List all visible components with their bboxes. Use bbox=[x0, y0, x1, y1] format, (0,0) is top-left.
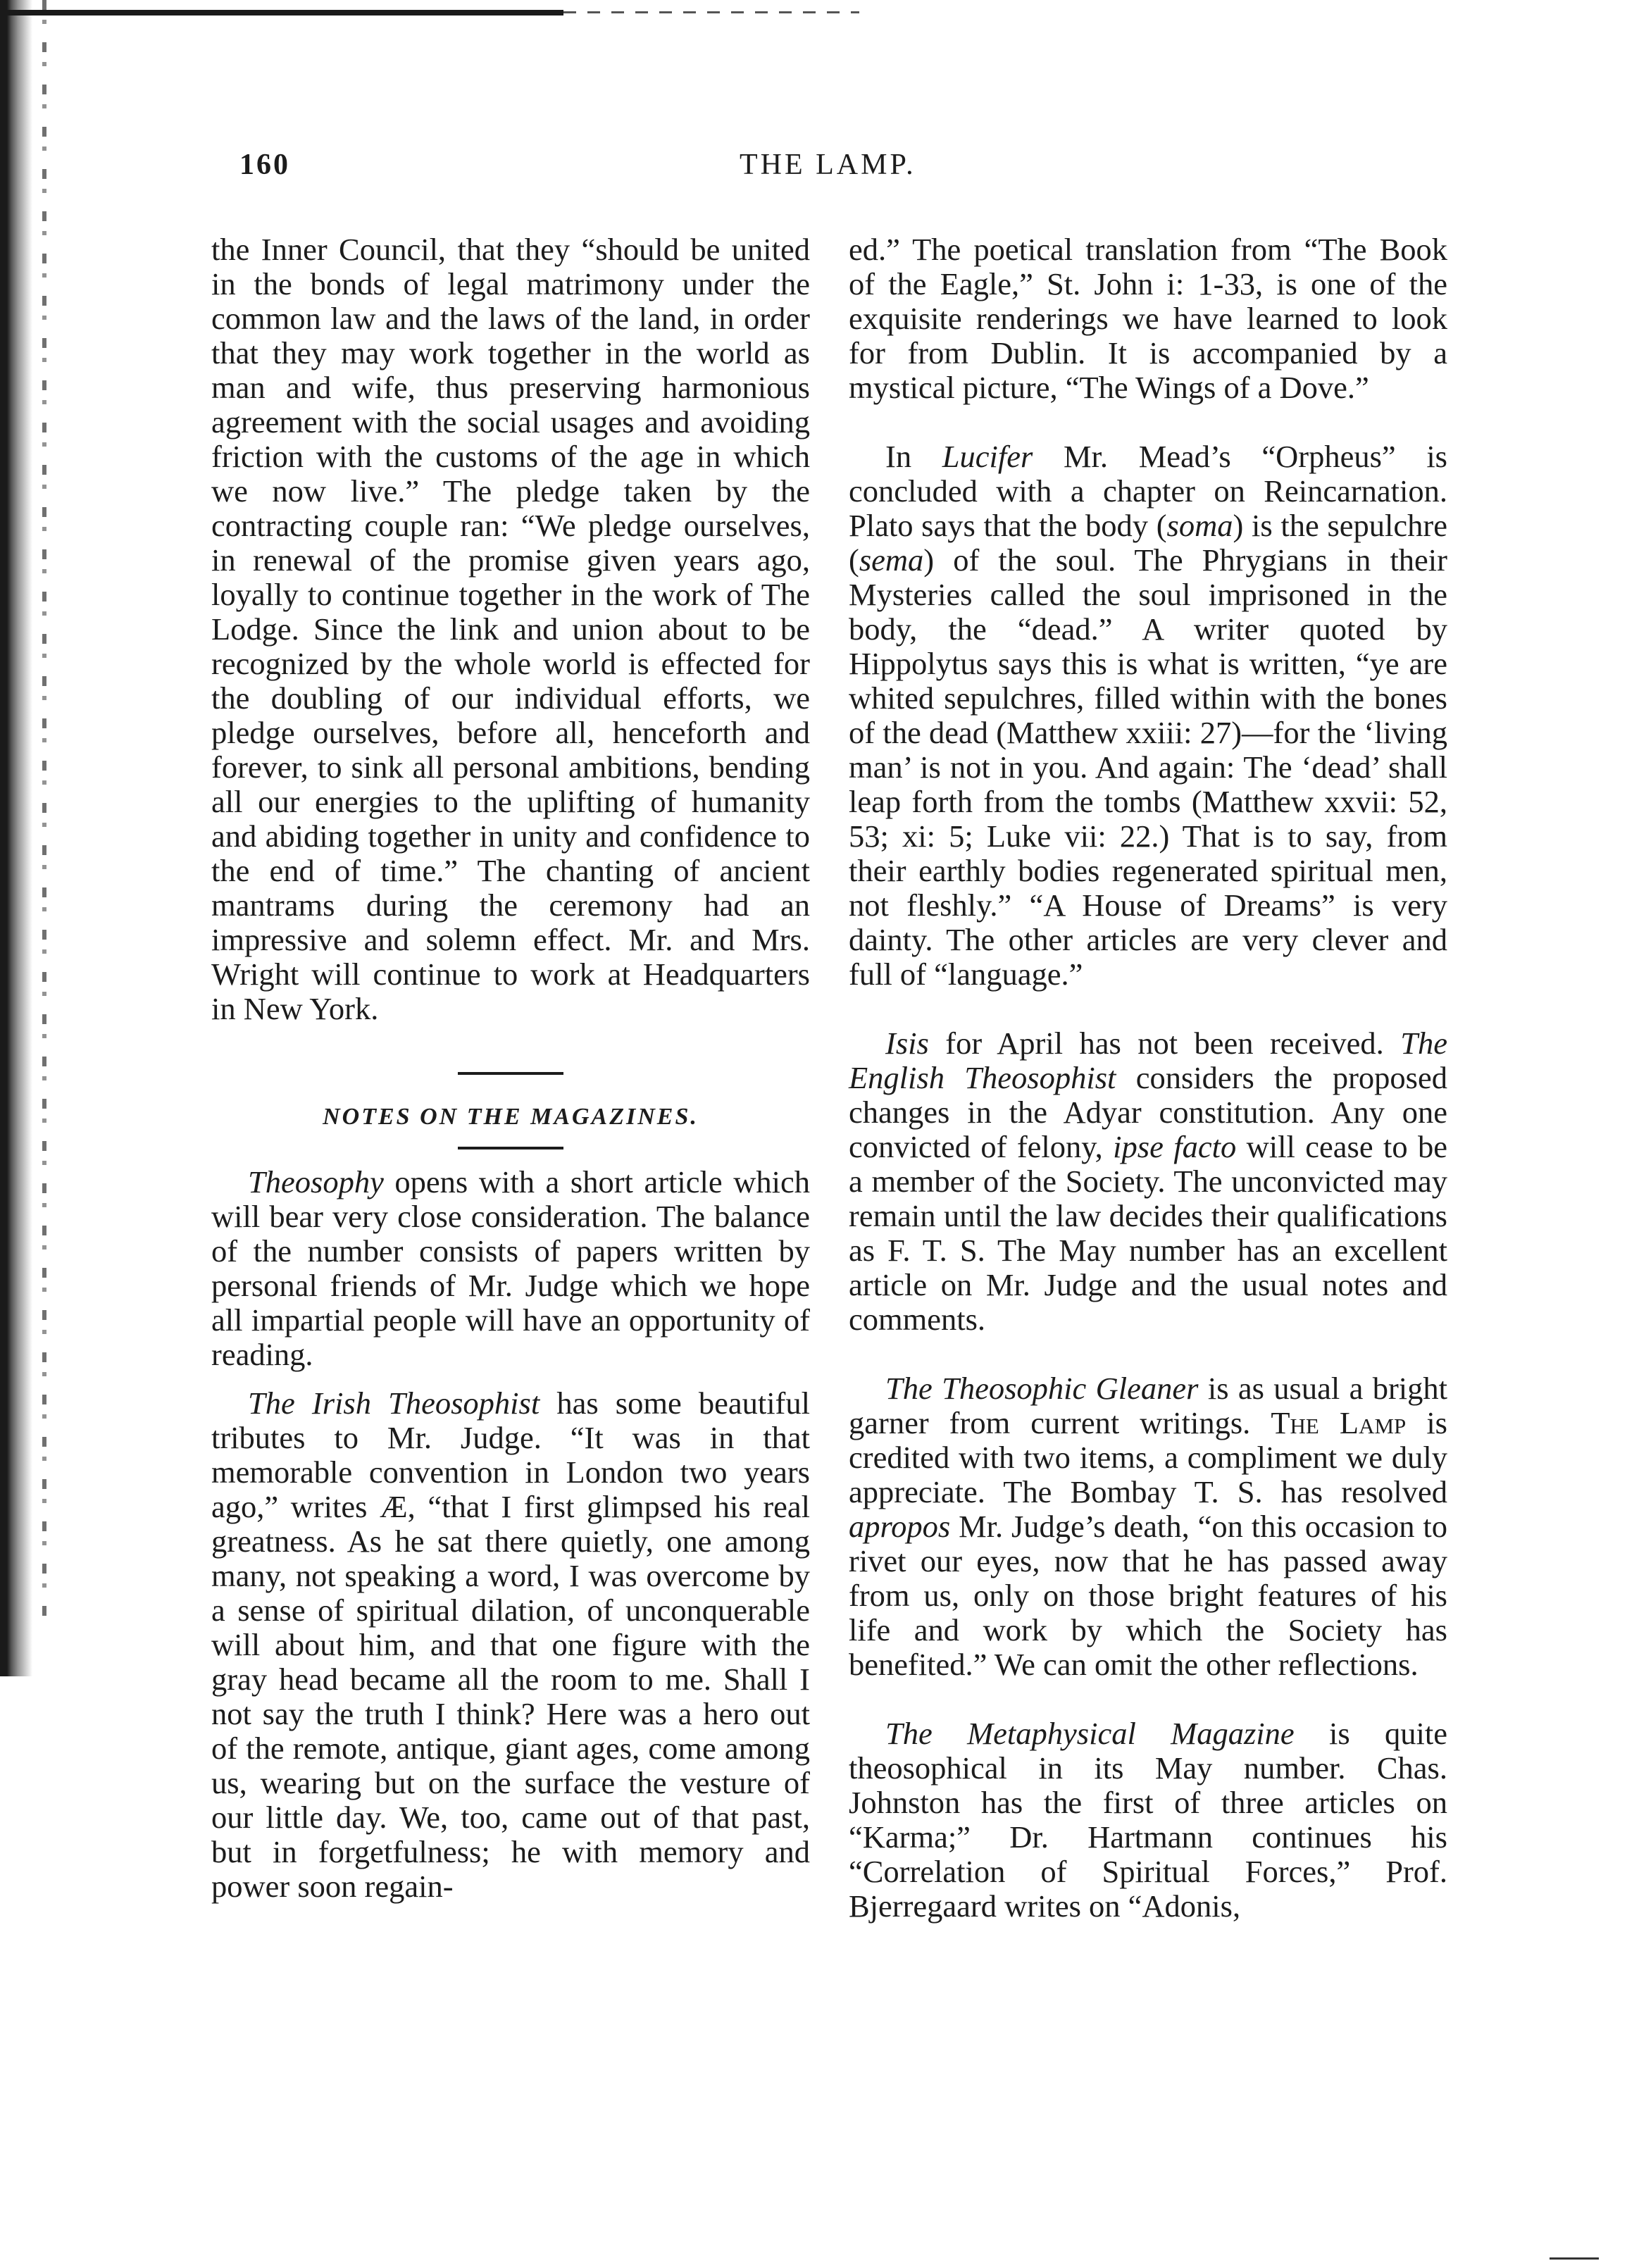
page-number: 160 bbox=[239, 149, 290, 181]
paragraph-text: is as usual a bright garner from current writings. bbox=[849, 1371, 1447, 1440]
right-column bbox=[849, 232, 1447, 1924]
paragraph-metaphysical-magazine bbox=[849, 1716, 1447, 1924]
top-rule bbox=[0, 10, 563, 15]
magazine-title-theosophic-gleaner: The Theosophic Gleaner bbox=[885, 1371, 1199, 1406]
magazine-title-lucifer: Lucifer bbox=[942, 439, 1033, 474]
paragraph-text: opens with a short article which will bear very close consideration. The balance of the number consists of papers written by personal friends of Mr. Judge which we hope all impartial people will have an opportunity of reading. bbox=[211, 1164, 810, 1372]
paragraph-text: considers the proposed changes in the Adyar constitution. Any one convicted of felony, bbox=[849, 1060, 1447, 1164]
paragraph-continuation: ed.” The poetical translation from “The Book of the Eagle,” St. John i: 1-33, is one of the exquisite renderings we have learned to look for from Dublin. It is accompanied by a mystical picture, “The Wings of a Dove.” bbox=[849, 232, 1447, 405]
magazine-name-the-lamp: The Lamp bbox=[1271, 1405, 1407, 1440]
running-head bbox=[239, 148, 1472, 190]
paragraph-text: Mr. Mead’s “Orpheus” is concluded with a chapter on Reincarnation. Plato says that the body ( bbox=[849, 439, 1447, 543]
paragraph-lucifer bbox=[849, 440, 1447, 992]
paragraph-text: has some beautiful tributes to Mr. Judge. “It was in that memorable convention in London two years ago,” writes Æ, “that I first glimpsed his real greatness. As he sat there quietly, one among many, not speaking a word, I was overcome by a sense of spiritual dilation, of unconquerable will about him, and that one figure with the gray head became all the room to me. Shall I not say the truth I think? Here was a hero out of the remote, antique, giant ages, come among us, wearing but on the surface the vesture of our little day. We, too, came out of that past, but in forgetfulness; he with memory and power soon regain- bbox=[211, 1385, 810, 1904]
paragraph-text: ) is the sepulchre ( bbox=[849, 508, 1447, 578]
section-rule-top bbox=[458, 1072, 563, 1075]
section-rule-bottom bbox=[458, 1147, 563, 1149]
paragraph-theosophic-gleaner bbox=[849, 1371, 1447, 1682]
binding-edge bbox=[0, 0, 32, 1676]
left-column bbox=[211, 232, 810, 1904]
corner-mark bbox=[1550, 2257, 1599, 2260]
magazine-title-english-theosophist: The English Theosophist bbox=[849, 1026, 1447, 1095]
paragraph-wedding: the Inner Council, that they “should be united in the bonds of legal matrimony under the common law and the laws of the land, in order that they may work together in the world as man and wife, thus preserving harmonious agreement with the social usages and avoiding friction with the customs of the age in which we now live.” The pledge taken by the contracting couple ran: “We pledge ourselves, in renewal of the promise given years ago, loyally to continue together in the work of The Lodge. Since the link and union about to be recognized by the whole world is effected for the doubling of our individual efforts, we pledge ourselves, before all, henceforth and forever, to sink all personal ambitions, bending all our energies to the uplifting of humanity and abiding together in unity and confidence to the end of time.” The chanting of ancient mantrams during the ceremony had an impressive and solemn effect. Mr. and Mrs. Wright will continue to work at Headquarters in New York. bbox=[211, 232, 810, 1026]
paragraph-text: for April has not been received. bbox=[928, 1026, 1401, 1061]
magazine-title-irish-theosophist: The Irish Theosophist bbox=[248, 1385, 540, 1421]
paragraph-text: In bbox=[885, 439, 942, 474]
paragraph-text: is quite theosophical in its May number. Chas. Johnston has the first of three articles on “Karma;” Dr. Hartmann continues his “Correlation of Spiritual Forces,” Prof. Bjerregaard writes on “Adonis, bbox=[849, 1716, 1447, 1924]
magazine-title-theosophy: Theosophy bbox=[248, 1164, 384, 1200]
paragraph-isis bbox=[849, 1026, 1447, 1337]
running-title: THE LAMP. bbox=[740, 149, 916, 181]
term-soma: soma bbox=[1166, 508, 1233, 543]
paragraph-theosophy bbox=[211, 1165, 810, 1372]
paragraph-irish-theosophist bbox=[211, 1386, 810, 1904]
paragraph-text: ) of the soul. The Phrygians in their Mysteries called the soul imprisoned in the body, the “dead.” A writer quoted by Hippolytus says this is what is written, “ye are whited sepulchres, filled within with the bones of the dead (Matthew xxiii: 27)—for the ‘living man’ is not in you. And again: The ‘dead’ shall leap forth from the tombs (Matthew xxvii: 52, 53; xi: 5; Luke vii: 22.) That is to say, from their earthly bodies regenerated spiritual men, not fleshly.” “A House of Dreams” is very dainty. The other articles are very clever and full of “language.” bbox=[849, 542, 1447, 992]
term-apropos: apropos bbox=[849, 1509, 951, 1544]
section-heading: NOTES ON THE MAGAZINES. bbox=[323, 1104, 699, 1130]
magazine-title-isis: Isis bbox=[885, 1026, 929, 1061]
magazine-title-metaphysical-magazine: The Metaphysical Magazine bbox=[885, 1716, 1295, 1751]
paragraph-text: is credited with two items, a compliment we duly appreciate. The Bombay T. S. has resolved bbox=[849, 1405, 1447, 1509]
paragraph-text: will cease to be a member of the Society. The unconvicted may remain until the law decides their qualifications as F. T. S. The May number has an excellent article on Mr. Judge and the usual notes and comments. bbox=[849, 1129, 1447, 1337]
paragraph-text: Mr. Judge’s death, “on this occasion to rivet our eyes, now that he has passed away from us, only on those bright features of his life and work by which the Society has benefited.” We can omit the other reflections. bbox=[849, 1509, 1447, 1682]
term-sema: sema bbox=[859, 542, 924, 578]
term-ipse-facto: ipse facto bbox=[1113, 1129, 1237, 1164]
top-rule-fade bbox=[563, 11, 859, 13]
